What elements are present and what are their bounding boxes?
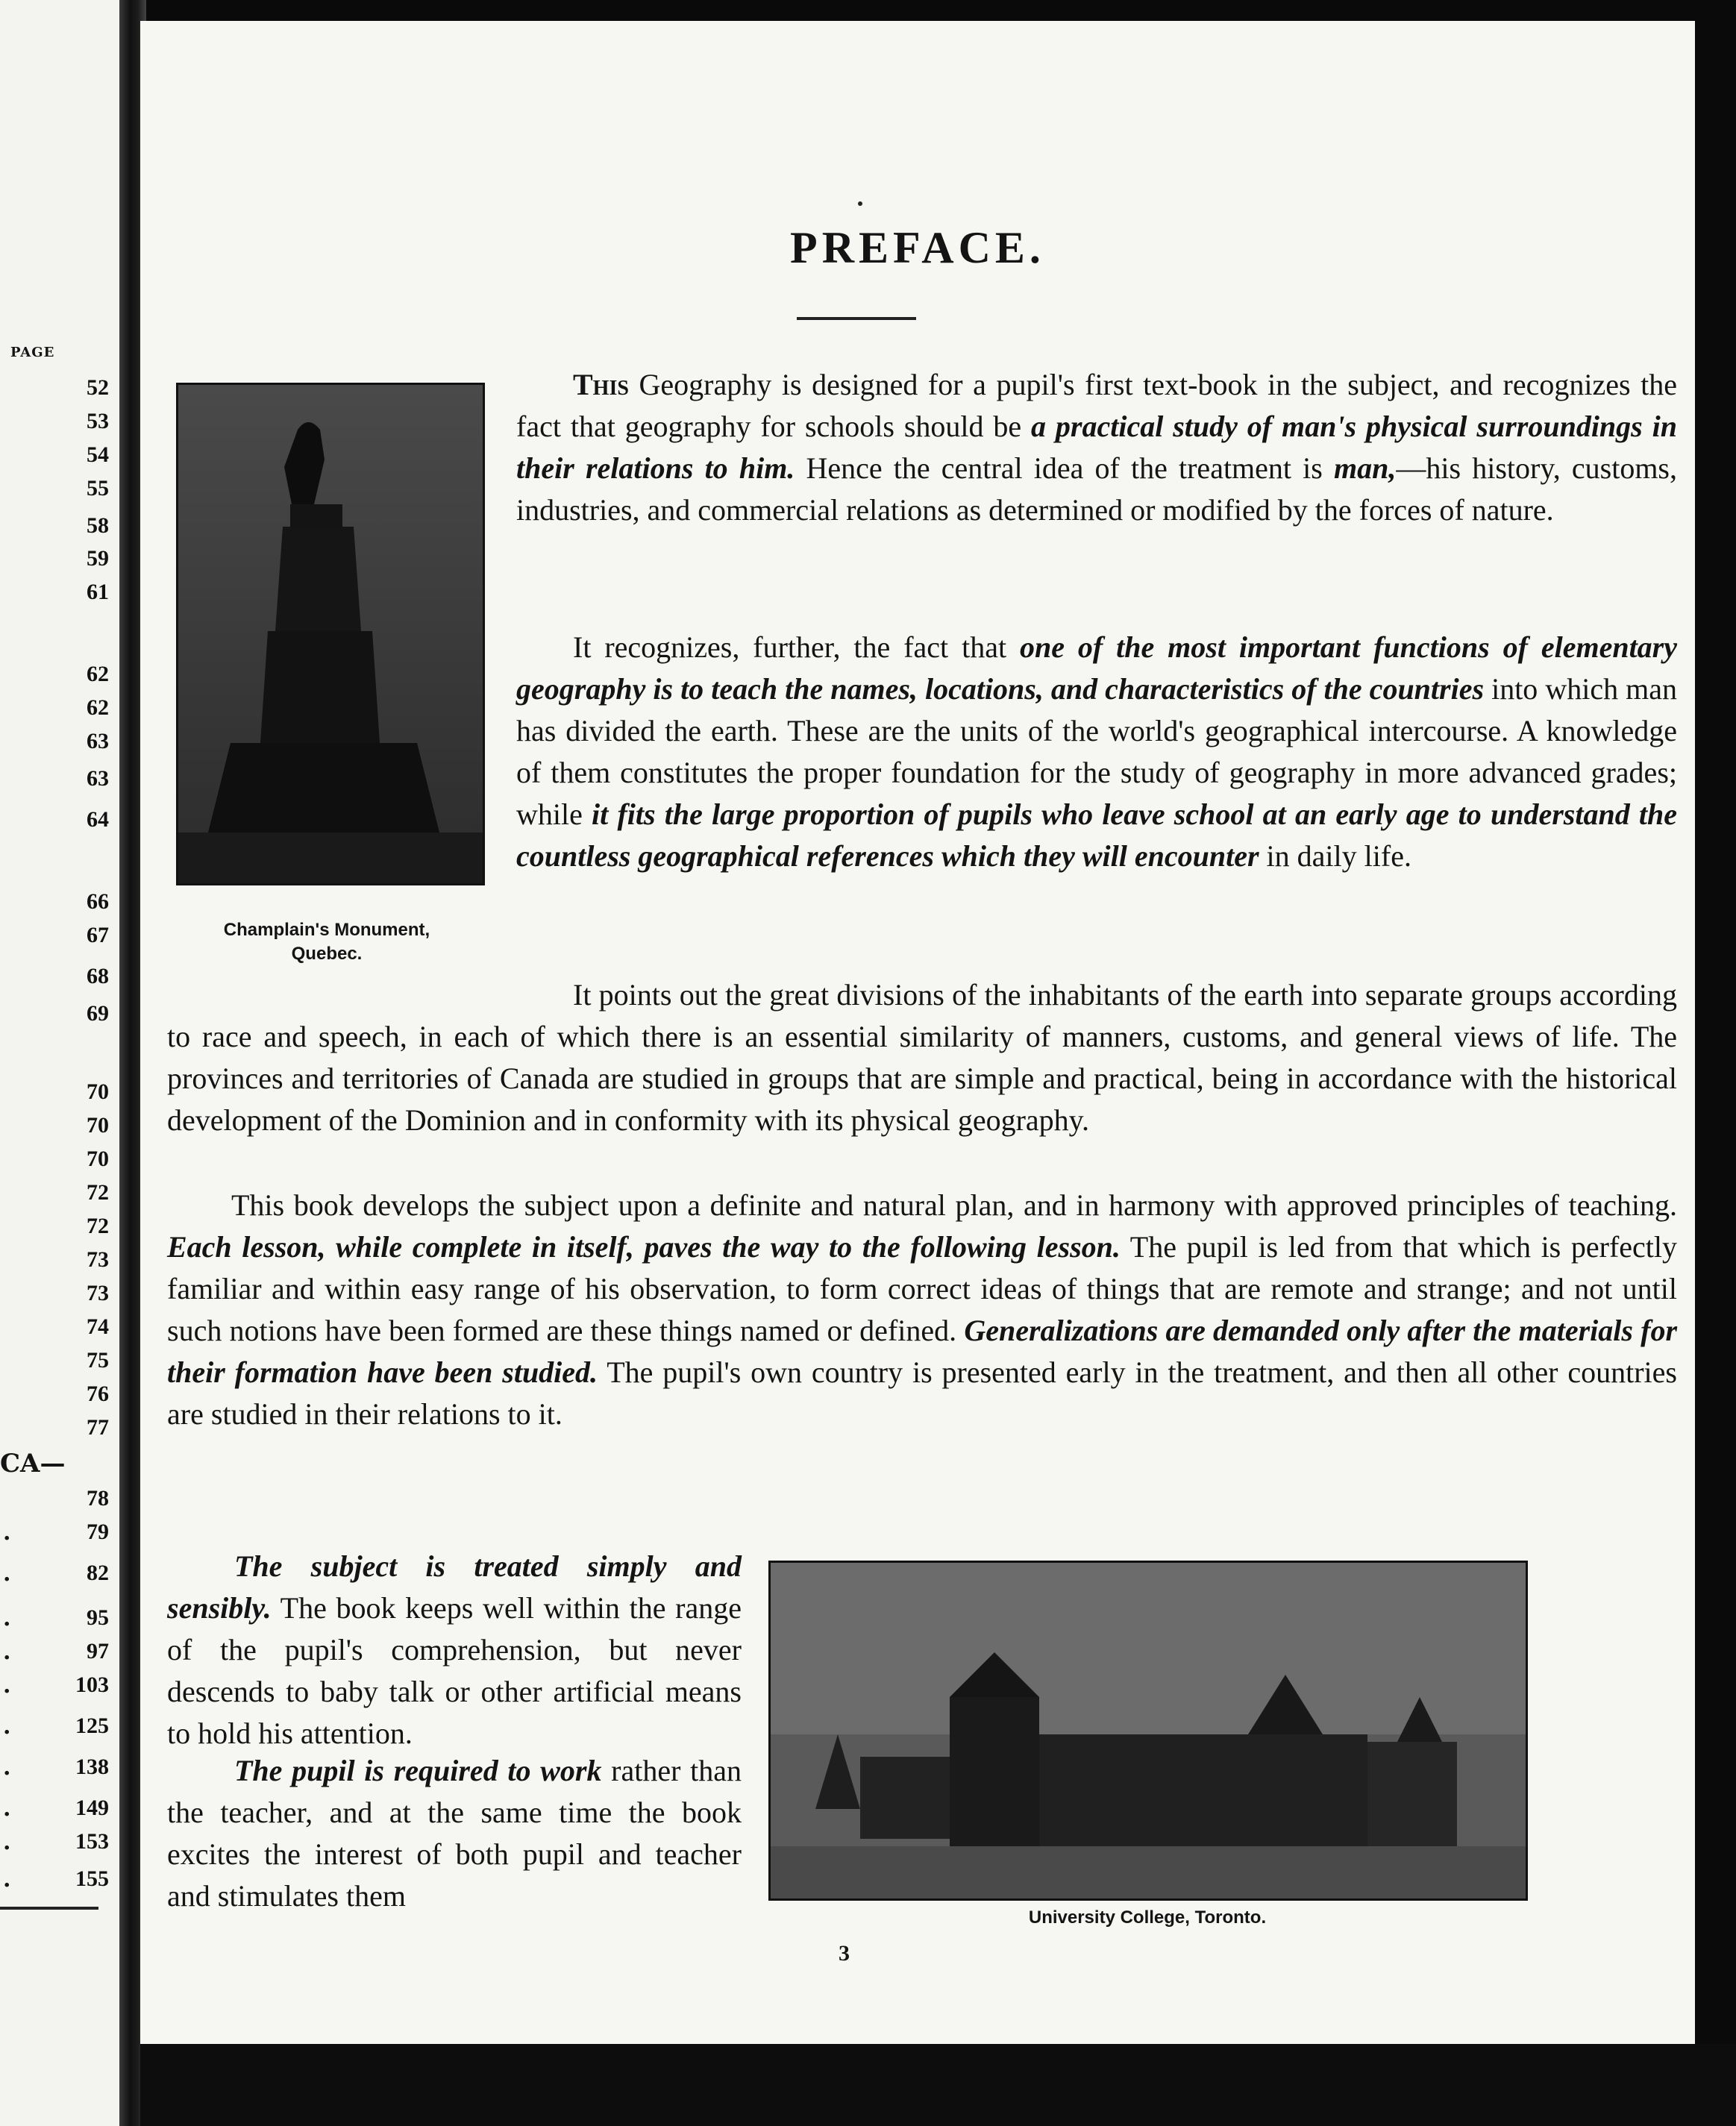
index-leader-dot: . <box>3 1829 11 1855</box>
paragraph-6 <box>167 1750 742 1917</box>
index-page-number: 153 <box>75 1829 109 1854</box>
index-page-number: 62 <box>87 662 109 686</box>
paragraph-2 <box>516 627 1677 877</box>
college-photo <box>768 1561 1528 1901</box>
index-leader-dot: . <box>3 1866 11 1893</box>
index-page-number: 52 <box>87 375 109 400</box>
title-rule <box>797 317 916 320</box>
index-page-number: 55 <box>87 476 109 501</box>
index-page-number: 73 <box>87 1247 109 1272</box>
p1-text-b: Hence the central idea of the treatment is <box>795 451 1335 485</box>
monument-caption-line1: Champlain's Monument, <box>223 920 430 940</box>
p2-emphasis-2: it fits the large proportion of pupils who leave school at an early age to understand the countless geographical references which they will encounter <box>516 797 1677 873</box>
p4-emphasis-2: Generalizations are demanded only after the materials for their formation have been studied. <box>167 1314 1678 1389</box>
p5-text: The book keeps well within the range of the pupil's comprehension, but never descends to baby talk or other artificial means to hold his attention. <box>167 1591 742 1750</box>
p1-text-a: Geography is designed for a pupil's first text-book in the subject, and recognizes the fact that geography for schools should be <box>516 368 1677 443</box>
index-page-number: 66 <box>87 889 109 914</box>
index-leader-dot: . <box>3 1605 11 1631</box>
index-page-number: 76 <box>87 1382 109 1406</box>
ink-dot <box>858 201 862 206</box>
index-rule <box>0 1907 98 1910</box>
p2-emphasis: one of the most important functions of elementary geography is to teach the names, locations, and characteristics of the countries <box>516 630 1677 706</box>
index-page-number: 78 <box>87 1486 109 1511</box>
facing-page-index <box>0 0 119 2126</box>
index-leader-dot: . <box>3 1796 11 1822</box>
index-page-number: 138 <box>75 1755 109 1779</box>
index-page-number: 70 <box>87 1079 109 1104</box>
bottom-scan-edge <box>140 2044 1736 2126</box>
index-page-number: 72 <box>87 1180 109 1205</box>
index-leader-dot: . <box>3 1639 11 1665</box>
index-page-number: 68 <box>87 964 109 988</box>
index-page-number: 73 <box>87 1281 109 1305</box>
index-page-number: 54 <box>87 442 109 467</box>
index-page-number: 70 <box>87 1113 109 1138</box>
index-page-number: 59 <box>87 546 109 571</box>
index-section-label: CA— <box>0 1449 66 1479</box>
p2-text-b: into which man has divided the earth. These are the units of the world's geographical intercourse. A knowledge of them constitutes the proper foundation for the study of geography in more advanced grades; while <box>516 672 1677 831</box>
preface-page <box>140 21 1695 2044</box>
p2-text-a: It recognizes, further, the fact that <box>573 630 1020 664</box>
index-page-number: 70 <box>87 1147 109 1171</box>
index-leader-dot: . <box>3 1520 11 1546</box>
index-page-number: 74 <box>87 1314 109 1339</box>
page-title: PREFACE. <box>790 223 1045 272</box>
page-number: 3 <box>839 1941 850 1966</box>
index-page-number: 97 <box>87 1639 109 1664</box>
p4-text-c: The pupil's own country is presented early in the treatment, and then all other countries are studied in their relations to it. <box>167 1355 1677 1431</box>
index-page-number: 82 <box>87 1561 109 1585</box>
index-page-number: 125 <box>75 1713 109 1738</box>
p4-text-b: The pupil is led from that which is perfectly familiar and within easy range of his observation, to form correct ideas of things that are remote and strange; and not until such notions have been formed are these things named or defined. <box>167 1230 1677 1347</box>
index-page-number: 95 <box>87 1605 109 1630</box>
p2-text-c: in daily life. <box>1259 839 1411 873</box>
monument-caption <box>170 918 483 966</box>
p1-text-c: —his history, customs, industries, and commercial relations as determined or modified by the forces of nature. <box>516 451 1678 527</box>
college-caption: University College, Toronto. <box>1028 1907 1267 1928</box>
p1-emphasis-2: man, <box>1334 451 1397 485</box>
index-page-number: 75 <box>87 1348 109 1373</box>
index-page-number: 69 <box>87 1001 109 1026</box>
p1-emphasis: a practical study of man's physical surroundings in their relations to him. <box>516 410 1677 485</box>
monument-illustration <box>178 385 483 883</box>
index-header: PAGE <box>10 345 55 360</box>
index-page-number: 62 <box>87 695 109 720</box>
monument-caption-line2: Quebec. <box>291 944 363 964</box>
index-page-number: 72 <box>87 1214 109 1238</box>
index-leader-dot: . <box>3 1755 11 1781</box>
p4-text-a: This book develops the subject upon a definite and natural plan, and in harmony with approved principles of teaching. <box>231 1188 1677 1222</box>
index-page-number: 58 <box>87 513 109 538</box>
index-page-number: 63 <box>87 766 109 791</box>
p5-emphasis: The subject is treated simply and sensibly. <box>167 1549 742 1625</box>
p6-text: rather than the teacher, and at the same time the book excites the interest of both pupil and teacher and stimulates them <box>167 1754 742 1913</box>
college-illustration <box>771 1563 1526 1898</box>
index-page-number: 77 <box>87 1415 109 1440</box>
index-page-number: 63 <box>87 729 109 753</box>
index-page-number: 155 <box>75 1866 109 1891</box>
index-page-number: 53 <box>87 409 109 433</box>
paragraph-4 <box>167 1185 1677 1435</box>
lead-word: This <box>573 368 629 401</box>
index-page-number: 149 <box>75 1796 109 1820</box>
p4-emphasis: Each lesson, while complete in itself, paves the way to the following lesson. <box>167 1230 1121 1264</box>
index-page-number: 61 <box>87 580 109 604</box>
index-page-number: 64 <box>87 807 109 832</box>
p6-emphasis: The pupil is required to work <box>234 1754 602 1787</box>
index-page-number: 67 <box>87 923 109 947</box>
index-page-number: 103 <box>75 1672 109 1697</box>
index-leader-dot: . <box>3 1561 11 1587</box>
paragraph-1 <box>516 364 1677 531</box>
index-leader-dot: . <box>3 1713 11 1740</box>
paragraph-3: It points out the great divisions of the inhabitants of the earth into separate groups according to race and speech, in each of which there is an essential similarity of manners, customs, and general views of life. The provinces and territories of Canada are studied in groups that are simple and practical, being in accordance with the historical development of the Dominion and in conformity with its physical geography. <box>167 978 1677 1137</box>
index-leader-dot: . <box>3 1672 11 1699</box>
monument-photo <box>176 383 485 885</box>
paragraph-5 <box>167 1546 742 1755</box>
index-page-number: 79 <box>87 1520 109 1544</box>
